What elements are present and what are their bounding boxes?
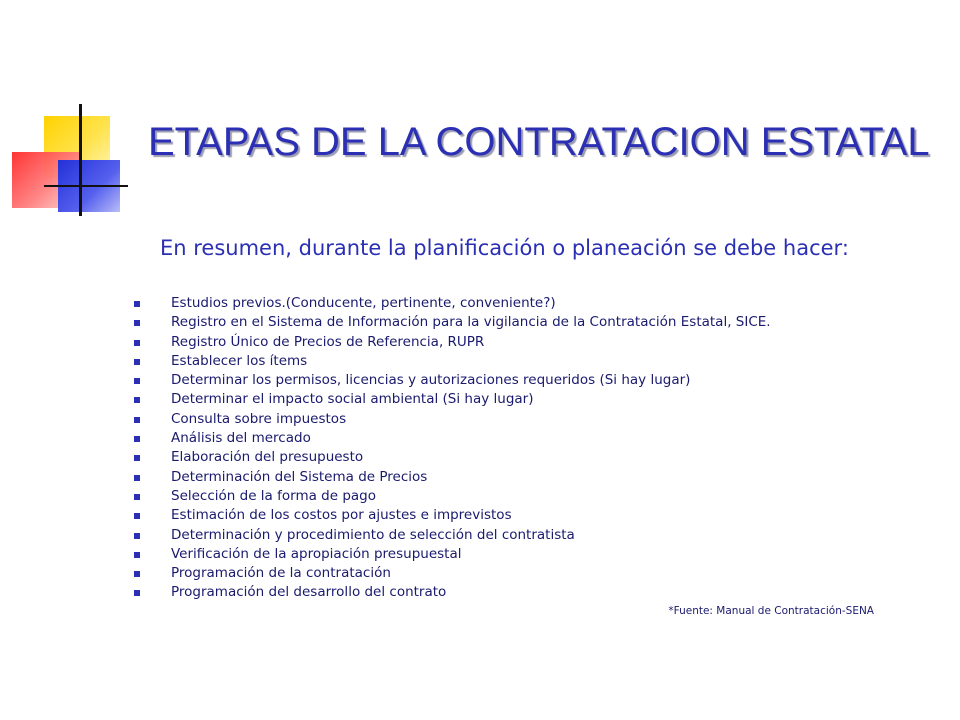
list-item-text: Determinación del Sistema de Precios <box>171 468 428 485</box>
list-item <box>134 410 771 429</box>
list-item <box>134 352 771 371</box>
square-bullet-icon <box>134 417 140 423</box>
list-item <box>134 506 771 525</box>
list-item <box>134 526 771 545</box>
logo-vertical-line <box>79 104 82 216</box>
square-bullet-icon <box>134 359 140 365</box>
square-bullet-icon <box>134 494 140 500</box>
list-item-text: Registro en el Sistema de Información para la vigilancia de la Contratación Estatal, SICE. <box>171 314 771 331</box>
list-item <box>134 333 771 352</box>
list-item <box>134 583 771 602</box>
list-item <box>134 468 771 487</box>
list-item <box>134 545 771 564</box>
slide-subtitle: En resumen, durante la planificación o planeación se debe hacer: <box>160 236 849 260</box>
list-item-text: Determinar los permisos, licencias y autorizaciones requeridos (Si hay lugar) <box>171 372 691 389</box>
list-item-text: Programación de la contratación <box>171 565 391 582</box>
list-item-text: Selección de la forma de pago <box>171 487 376 504</box>
list-item-text: Determinar el impacto social ambiental (Si hay lugar) <box>171 391 534 408</box>
list-item <box>134 564 771 583</box>
list-item-text: Determinación y procedimiento de selección del contratista <box>171 526 575 543</box>
square-bullet-icon <box>134 552 140 558</box>
list-item-text: Elaboración del presupuesto <box>171 449 364 466</box>
list-item-text: Registro Único de Precios de Referencia, RUPR <box>171 333 485 350</box>
square-bullet-icon <box>134 571 140 577</box>
list-item-text: Establecer los ítems <box>171 352 308 369</box>
logo-horizontal-line <box>44 185 128 187</box>
square-bullet-icon <box>134 513 140 519</box>
square-bullet-icon <box>134 436 140 442</box>
square-bullet-icon <box>134 320 140 326</box>
bullet-list <box>134 294 771 603</box>
list-item <box>134 390 771 409</box>
square-bullet-icon <box>134 455 140 461</box>
square-bullet-icon <box>134 397 140 403</box>
square-bullet-icon <box>134 590 140 596</box>
square-bullet-icon <box>134 340 140 346</box>
square-bullet-icon <box>134 475 140 481</box>
list-item <box>134 294 771 313</box>
list-item <box>134 313 771 332</box>
square-bullet-icon <box>134 301 140 307</box>
square-bullet-icon <box>134 378 140 384</box>
list-item-text: Consulta sobre impuestos <box>171 410 347 427</box>
list-item-text: Verificación de la apropiación presupuestal <box>171 545 462 562</box>
list-item <box>134 371 771 390</box>
list-item-text: Análisis del mercado <box>171 430 311 447</box>
list-item <box>134 487 771 506</box>
decorative-squares-logo <box>0 0 140 220</box>
list-item-text: Estudios previos.(Conducente, pertinente, conveniente?) <box>171 295 556 311</box>
source-note: *Fuente: Manual de Contratación-SENA <box>668 605 874 617</box>
list-item <box>134 429 771 448</box>
square-bullet-icon <box>134 533 140 539</box>
list-item-text: Programación del desarrollo del contrato <box>171 584 447 601</box>
list-item-text: Estimación de los costos por ajustes e imprevistos <box>171 507 512 524</box>
list-item <box>134 448 771 467</box>
slide-title: ETAPAS DE LA CONTRATACION ESTATAL <box>148 120 930 164</box>
